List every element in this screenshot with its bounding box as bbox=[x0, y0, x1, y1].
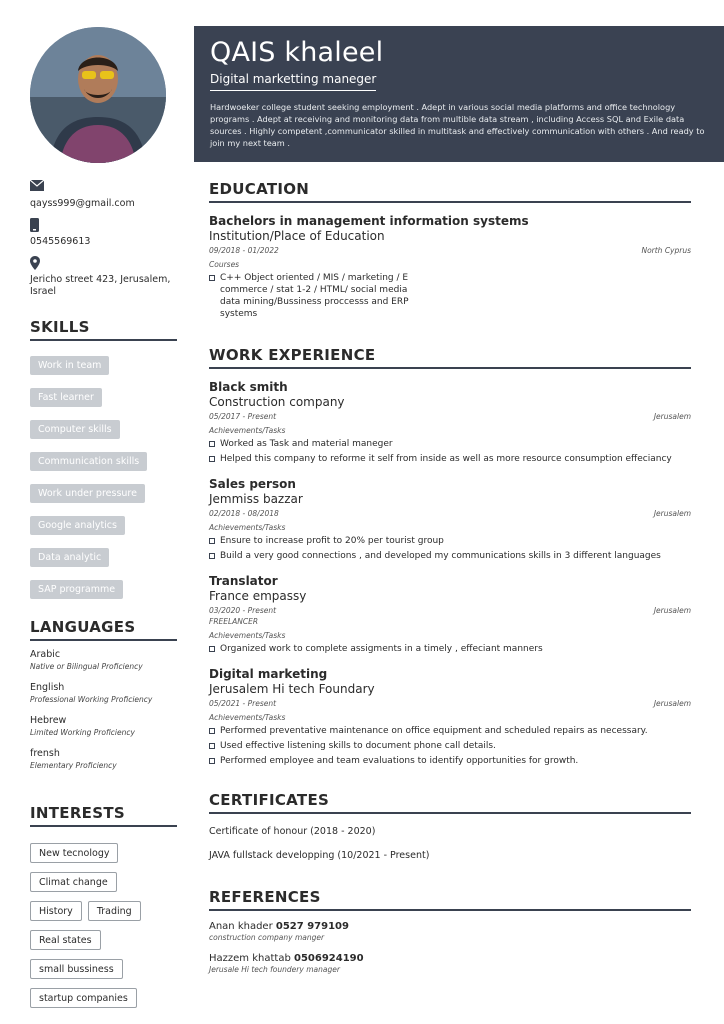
language-item bbox=[30, 715, 177, 738]
job-entry bbox=[209, 667, 691, 767]
email-text[interactable]: qayss999@gmail.com bbox=[30, 198, 135, 209]
language-name: Arabic bbox=[30, 649, 61, 660]
experience-title: WORK EXPERIENCE bbox=[209, 346, 691, 369]
tasks-list bbox=[209, 725, 691, 767]
job-title: Black smith bbox=[209, 380, 288, 394]
job-title: Sales person bbox=[209, 477, 296, 491]
reference-phone: 0527 979109 bbox=[275, 921, 349, 932]
education-institution: Institution/Place of Education bbox=[209, 229, 385, 243]
candidate-name: QAIS khaleel bbox=[210, 37, 384, 68]
job-meta bbox=[209, 411, 691, 422]
skill-tag: Computer skills bbox=[30, 420, 120, 439]
references-section bbox=[209, 888, 691, 975]
job-entry bbox=[209, 477, 691, 562]
education-degree: Bachelors in management information systems bbox=[209, 214, 529, 228]
reference-phone: 0506924190 bbox=[293, 953, 364, 964]
experience-section bbox=[209, 346, 691, 767]
interests-section bbox=[30, 804, 177, 1015]
interests-list bbox=[30, 841, 177, 1015]
education-section bbox=[209, 180, 691, 320]
job-title: Digital marketing bbox=[209, 667, 328, 681]
reference-line bbox=[209, 952, 691, 965]
reference-name: Anan khader bbox=[209, 921, 273, 932]
languages-list bbox=[30, 649, 177, 771]
job-meta bbox=[209, 698, 691, 709]
skills-section bbox=[30, 318, 177, 609]
main-column bbox=[209, 180, 691, 975]
job-company: France empassy bbox=[209, 589, 307, 603]
address-text: Jericho street 423, Jerusalem, Israel bbox=[30, 274, 171, 297]
interest-tag: History bbox=[30, 901, 82, 921]
skills-title: SKILLS bbox=[30, 318, 177, 341]
interest-tag: Real states bbox=[30, 930, 101, 950]
certificate-dates: (10/2021 - Present) bbox=[337, 850, 430, 861]
certificate-name: JAVA fullstack developping bbox=[209, 850, 335, 861]
job-dates: 03/2020 - Present bbox=[209, 606, 277, 615]
skill-tag: Communication skills bbox=[30, 452, 147, 471]
jobs-list bbox=[209, 380, 691, 767]
certificate-item bbox=[209, 850, 691, 862]
task-item: Used effective listening skills to document phone call details. bbox=[209, 740, 691, 752]
interests-title: INTERESTS bbox=[30, 804, 177, 827]
profile-photo bbox=[30, 27, 166, 163]
contact-block bbox=[30, 180, 180, 306]
skill-tag: SAP programme bbox=[30, 580, 123, 599]
job-location: Jerusalem bbox=[653, 412, 691, 421]
job-entry bbox=[209, 574, 691, 655]
skill-tag: Data analytic bbox=[30, 548, 109, 567]
job-company: Jemmiss bazzar bbox=[209, 492, 303, 506]
interest-tag: Trading bbox=[88, 901, 141, 921]
courses-item: C++ Object oriented / MIS / marketing / E commerce / stat 1-2 / HTML/ social media data mining/Bussiness proccesss and ERP systems bbox=[209, 272, 429, 320]
education-title: EDUCATION bbox=[209, 180, 691, 203]
skill-tag: Work under pressure bbox=[30, 484, 145, 503]
courses-label: Courses bbox=[209, 260, 240, 269]
skills-list bbox=[30, 353, 177, 609]
reference-role: construction company manger bbox=[209, 933, 325, 942]
certificates-title: CERTIFICATES bbox=[209, 791, 691, 814]
tasks-list bbox=[209, 438, 691, 465]
tasks-list bbox=[209, 643, 691, 655]
certificates-section bbox=[209, 791, 691, 862]
certificate-item bbox=[209, 826, 691, 838]
task-item: Helped this company to reforme it self from inside as well as more resource consumption effeciancy bbox=[209, 453, 691, 465]
references-list bbox=[209, 920, 691, 975]
task-item: Performed preventative maintenance on office equipment and scheduled repairs as necessary. bbox=[209, 725, 691, 737]
tasks-label: Achievements/Tasks bbox=[209, 631, 286, 640]
education-dates: 09/2018 - 01/2022 bbox=[209, 246, 279, 255]
language-level: Professional Working Proficiency bbox=[30, 695, 153, 704]
person-silhouette-icon bbox=[30, 27, 166, 163]
reference-role: Jerusale Hi tech foundery manager bbox=[209, 965, 340, 974]
reference-item bbox=[209, 952, 691, 975]
job-meta bbox=[209, 605, 691, 616]
phone-text: 0545569613 bbox=[30, 236, 91, 247]
skill-tag: Fast learner bbox=[30, 388, 102, 407]
tasks-label: Achievements/Tasks bbox=[209, 426, 286, 435]
contact-address bbox=[30, 256, 180, 298]
reference-item bbox=[209, 920, 691, 943]
language-name: Hebrew bbox=[30, 715, 67, 726]
certificates-list bbox=[209, 826, 691, 862]
interest-tag: New tecnology bbox=[30, 843, 118, 863]
skill-tag: Google analytics bbox=[30, 516, 125, 535]
job-dates: 02/2018 - 08/2018 bbox=[209, 509, 279, 518]
references-title: REFERENCES bbox=[209, 888, 691, 911]
job-entry bbox=[209, 380, 691, 465]
job-company: Jerusalem Hi tech Foundary bbox=[209, 682, 375, 696]
envelope-icon bbox=[30, 180, 180, 194]
task-item: Performed employee and team evaluations to identify opportunities for growth. bbox=[209, 755, 691, 767]
language-item bbox=[30, 649, 177, 672]
languages-section bbox=[30, 618, 177, 771]
interest-tag: small bussiness bbox=[30, 959, 123, 979]
language-name: frensh bbox=[30, 748, 60, 759]
job-dates: 05/2021 - Present bbox=[209, 699, 277, 708]
location-pin-icon bbox=[30, 256, 180, 270]
reference-name: Hazzem khattab bbox=[209, 953, 291, 964]
contact-email bbox=[30, 180, 180, 210]
language-name: English bbox=[30, 682, 65, 693]
job-company: Construction company bbox=[209, 395, 345, 409]
tasks-list bbox=[209, 535, 691, 562]
job-location: Jerusalem bbox=[653, 509, 691, 518]
certificate-dates: (2018 - 2020) bbox=[310, 826, 376, 837]
interest-tag: startup companies bbox=[30, 988, 137, 1008]
language-level: Limited Working Proficiency bbox=[30, 728, 135, 737]
language-level: Native or Bilingual Proficiency bbox=[30, 662, 143, 671]
task-item: Ensure to increase profit to 20% per tourist group bbox=[209, 535, 691, 547]
interest-tag: Climat change bbox=[30, 872, 117, 892]
candidate-role: Digital marketting maneger bbox=[210, 72, 376, 91]
language-level: Elementary Proficiency bbox=[30, 761, 117, 770]
job-title: Translator bbox=[209, 574, 278, 588]
education-meta bbox=[209, 245, 691, 256]
task-item: Worked as Task and material maneger bbox=[209, 438, 691, 450]
job-note: FREELANCER bbox=[209, 617, 259, 626]
job-dates: 05/2017 - Present bbox=[209, 412, 277, 421]
summary-text: Hardwoeker college student seeking employment . Adept in various social media platforms and office technology programs . Adept at receiving and monitoring data from multible data stream , including Access SQL and Exile data sources . Highly competent ,communicator skilled in multitask and effectively communication with others . And ready to join my next team . bbox=[210, 102, 705, 148]
tasks-label: Achievements/Tasks bbox=[209, 523, 286, 532]
certificate-name: Certificate of honour bbox=[209, 826, 308, 837]
education-location: North Cyprus bbox=[641, 246, 691, 255]
phone-icon bbox=[30, 218, 180, 232]
task-item: Organized work to complete assigments in a timely , effeciant manners bbox=[209, 643, 691, 655]
tasks-label: Achievements/Tasks bbox=[209, 713, 286, 722]
header-banner bbox=[194, 26, 724, 162]
contact-phone bbox=[30, 218, 180, 248]
job-location: Jerusalem bbox=[653, 699, 691, 708]
language-item bbox=[30, 682, 177, 705]
skill-tag: Work in team bbox=[30, 356, 109, 375]
job-meta bbox=[209, 508, 691, 519]
reference-line bbox=[209, 920, 691, 933]
task-item: Build a very good connections , and developed my communications skills in 3 different languages bbox=[209, 550, 691, 562]
courses-list bbox=[209, 272, 429, 320]
language-item bbox=[30, 748, 177, 771]
languages-title: LANGUAGES bbox=[30, 618, 177, 641]
job-location: Jerusalem bbox=[653, 606, 691, 615]
